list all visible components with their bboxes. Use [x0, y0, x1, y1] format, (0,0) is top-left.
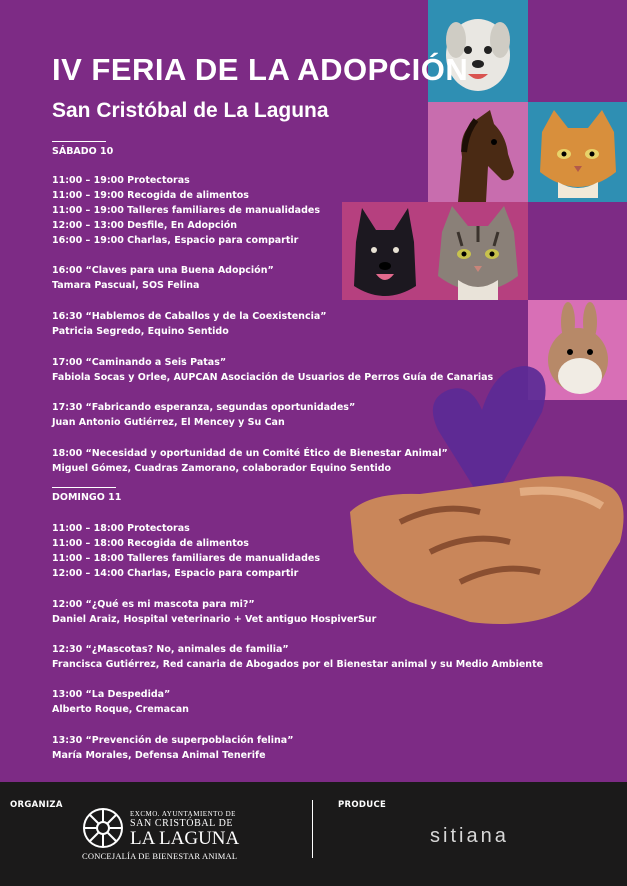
cat-orange-illustration: [528, 102, 627, 202]
day-label: DOMINGO 11: [52, 492, 122, 503]
schedule-item: 12:00 – 14:00 Charlas, Espacio para compartir: [52, 568, 299, 579]
page-title: IV FERIA DE LA ADOPCIÓN: [52, 52, 469, 87]
schedule-item: 11:00 – 18:00 Recogida de alimentos: [52, 538, 249, 549]
divider: [52, 487, 116, 488]
talk-title: 18:00 “Necesidad y oportunidad de un Comité Ético de Bienestar Animal”: [52, 448, 448, 459]
talk-title: 12:30 “¿Mascotas? No, animales de familia”: [52, 644, 289, 655]
talk-title: 17:00 “Caminando a Seis Patas”: [52, 357, 227, 368]
logo-line-1: EXCMO. AYUNTAMIENTO DE: [130, 810, 236, 818]
talk-speaker: Fabiola Socas y Orlee, AUPCAN Asociación de Usuarios de Perros Guía de Canarias: [52, 372, 494, 383]
schedule-item: 11:00 – 19:00 Recogida de alimentos: [52, 190, 249, 201]
city-emblem-icon: [82, 807, 124, 849]
talk-speaker: María Morales, Defensa Animal Tenerife: [52, 750, 266, 761]
talk-speaker: Francisca Gutiérrez, Red canaria de Abogados por el Bienestar animal y su Medio Ambiente: [52, 659, 544, 670]
page-subtitle: San Cristóbal de La Laguna: [52, 99, 329, 122]
talk-speaker: Daniel Araiz, Hospital veterinario + Vet antiguo HospiverSur: [52, 614, 377, 625]
talk-title: 16:00 “Claves para una Buena Adopción”: [52, 265, 274, 276]
schedule-item: 11:00 – 18:00 Protectoras: [52, 523, 190, 534]
schedule-item: 11:00 – 19:00 Protectoras: [52, 175, 190, 186]
schedule-item: 11:00 – 19:00 Talleres familiares de manualidades: [52, 205, 320, 216]
talk-title: 17:30 “Fabricando esperanza, segundas oportunidades”: [52, 402, 356, 413]
talk-speaker: Miguel Gómez, Cuadras Zamorano, colaborador Equino Sentido: [52, 463, 392, 474]
talk-speaker: Alberto Roque, Cremacan: [52, 704, 189, 715]
talk-speaker: Patricia Segredo, Equino Sentido: [52, 326, 229, 337]
horse-illustration: [428, 102, 528, 202]
talk-speaker: Juan Antonio Gutiérrez, El Mencey y Su Can: [52, 417, 285, 428]
talk-title: 12:00 “¿Qué es mi mascota para mi?”: [52, 599, 255, 610]
logo-line-3: LA LAGUNA: [130, 828, 240, 849]
schedule-item: 16:00 – 19:00 Charlas, Espacio para compartir: [52, 235, 299, 246]
talk-speaker: Tamara Pascual, SOS Felina: [52, 280, 200, 291]
talk-title: 16:30 “Hablemos de Caballos y de la Coexistencia”: [52, 311, 327, 322]
schedule-item: 11:00 – 18:00 Talleres familiares de manualidades: [52, 553, 320, 564]
hand-illustration: [340, 462, 627, 632]
day-label: SÁBADO 10: [52, 146, 114, 157]
produce-label: PRODUCE: [338, 800, 387, 810]
dog-black-illustration: [342, 202, 428, 300]
talk-title: 13:00 “La Despedida”: [52, 689, 171, 700]
organiza-label: ORGANIZA: [10, 800, 63, 810]
schedule-item: 12:00 – 13:00 Desfile, En Adopción: [52, 220, 238, 231]
producer-logo: sitiana: [430, 825, 509, 847]
divider: [52, 141, 106, 142]
logo-department: CONCEJALÍA DE BIENESTAR ANIMAL: [82, 851, 238, 861]
talk-title: 13:30 “Prevención de superpoblación felina”: [52, 735, 294, 746]
logo-line-2: SAN CRISTÓBAL DE: [130, 818, 234, 829]
day-heading-sunday: [52, 487, 121, 503]
day-heading-saturday: [52, 141, 113, 157]
footer-divider: [312, 800, 313, 858]
cat-tabby-illustration: [428, 202, 528, 300]
